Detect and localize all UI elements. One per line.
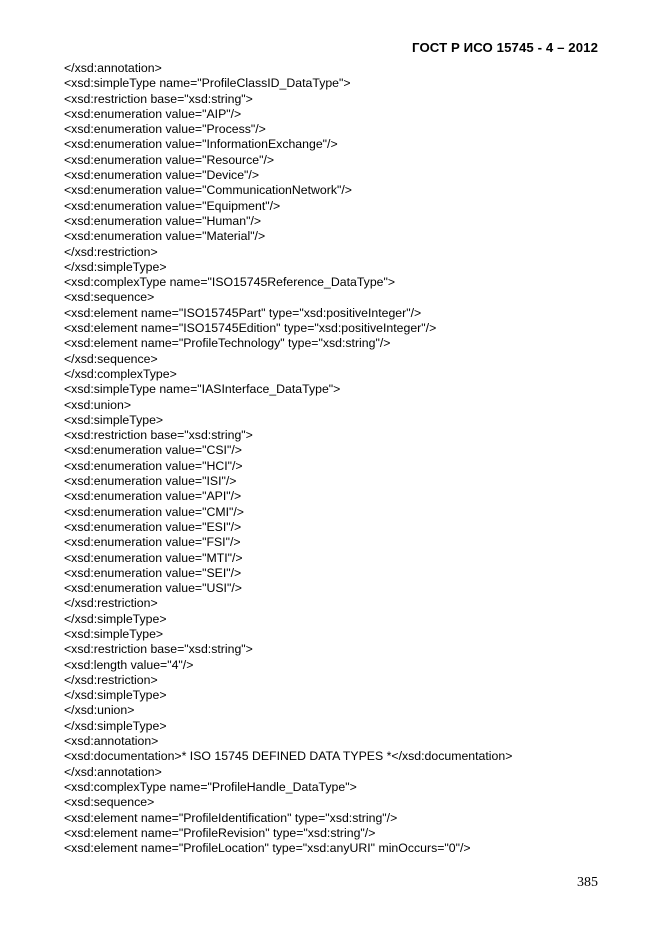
code-line: <xsd:simpleType name="ProfileClassID_DataType"> xyxy=(64,76,351,91)
code-line: <xsd:enumeration value="AIP"/> xyxy=(64,106,242,121)
code-line: </xsd:simpleType> xyxy=(64,259,167,274)
code-line: <xsd:element name="ProfileRevision" type="xsd:string"/> xyxy=(64,825,376,840)
code-line: <xsd:enumeration value="CSI"/> xyxy=(64,443,242,458)
code-line: </xsd:restriction> xyxy=(64,596,158,611)
code-line: <xsd:restriction base="xsd:string"> xyxy=(64,91,253,106)
code-line: </xsd:simpleType> xyxy=(64,611,167,626)
code-line: <xsd:enumeration value="Material"/> xyxy=(64,229,266,244)
page-number: 385 xyxy=(577,875,598,890)
code-line: <xsd:enumeration value="MTI"/> xyxy=(64,550,243,565)
code-line: <xsd:enumeration value="Resource"/> xyxy=(64,152,275,167)
code-line: <xsd:complexType name="ProfileHandle_DataType"> xyxy=(64,779,357,794)
code-line: </xsd:simpleType> xyxy=(64,688,167,703)
code-line: <xsd:enumeration value="Process"/> xyxy=(64,122,266,137)
code-line: <xsd:enumeration value="InformationExchange"/> xyxy=(64,137,338,152)
code-line: </xsd:union> xyxy=(64,703,135,718)
code-line: <xsd:restriction base="xsd:string"> xyxy=(64,642,253,657)
code-line: <xsd:length value="4"/> xyxy=(64,657,194,672)
code-line: <xsd:element name="ProfileLocation" type="xsd:anyURI" minOccurs="0"/> xyxy=(64,841,471,856)
code-line: <xsd:enumeration value="ISI"/> xyxy=(64,474,237,489)
code-line: <xsd:sequence> xyxy=(64,290,155,305)
code-line: <xsd:simpleType> xyxy=(64,626,164,641)
document-header: ГОСТ Р ИСО 15745 - 4 – 2012 xyxy=(412,40,598,55)
code-line: <xsd:simpleType> xyxy=(64,412,164,427)
code-line: </xsd:simpleType> xyxy=(64,718,167,733)
code-line: <xsd:enumeration value="Equipment"/> xyxy=(64,198,281,213)
code-line: <xsd:annotation> xyxy=(64,734,159,749)
code-line: <xsd:enumeration value="FSI"/> xyxy=(64,535,241,550)
code-line: <xsd:enumeration value="SEI"/> xyxy=(64,565,242,580)
code-line: </xsd:complexType> xyxy=(64,366,177,381)
code-line: <xsd:enumeration value="Human"/> xyxy=(64,213,262,228)
code-line: <xsd:enumeration value="HCI"/> xyxy=(64,458,243,473)
code-line: <xsd:element name="ProfileIdentification" type="xsd:string"/> xyxy=(64,810,398,825)
xml-schema-listing xyxy=(64,61,624,856)
code-line: </xsd:restriction> xyxy=(64,672,158,687)
code-line: <xsd:element name="ProfileTechnology" type="xsd:string"/> xyxy=(64,336,391,351)
code-line: <xsd:enumeration value="API"/> xyxy=(64,489,242,504)
code-line: <xsd:enumeration value="USI"/> xyxy=(64,581,242,596)
code-line: <xsd:union> xyxy=(64,397,132,412)
code-line: <xsd:complexType name="ISO15745Reference_DataType"> xyxy=(64,275,396,290)
code-line: </xsd:annotation> xyxy=(64,61,162,75)
code-line: <xsd:documentation>* ISO 15745 DEFINED DATA TYPES *</xsd:documentation> xyxy=(64,749,513,764)
code-line: <xsd:sequence> xyxy=(64,795,155,810)
code-line: <xsd:restriction base="xsd:string"> xyxy=(64,428,253,443)
code-line: <xsd:enumeration value="CMI"/> xyxy=(64,504,244,519)
code-line: <xsd:element name="ISO15745Edition" type="xsd:positiveInteger"/> xyxy=(64,321,437,336)
code-line: </xsd:restriction> xyxy=(64,244,158,259)
code-line: <xsd:enumeration value="Device"/> xyxy=(64,168,260,183)
code-line: <xsd:enumeration value="CommunicationNetwork"/> xyxy=(64,183,352,198)
code-line: </xsd:annotation> xyxy=(64,764,162,779)
code-line: <xsd:element name="ISO15745Part" type="xsd:positiveInteger"/> xyxy=(64,305,422,320)
code-line: <xsd:simpleType name="IASInterface_DataType"> xyxy=(64,382,341,397)
code-line: </xsd:sequence> xyxy=(64,351,158,366)
code-line: <xsd:enumeration value="ESI"/> xyxy=(64,519,242,534)
